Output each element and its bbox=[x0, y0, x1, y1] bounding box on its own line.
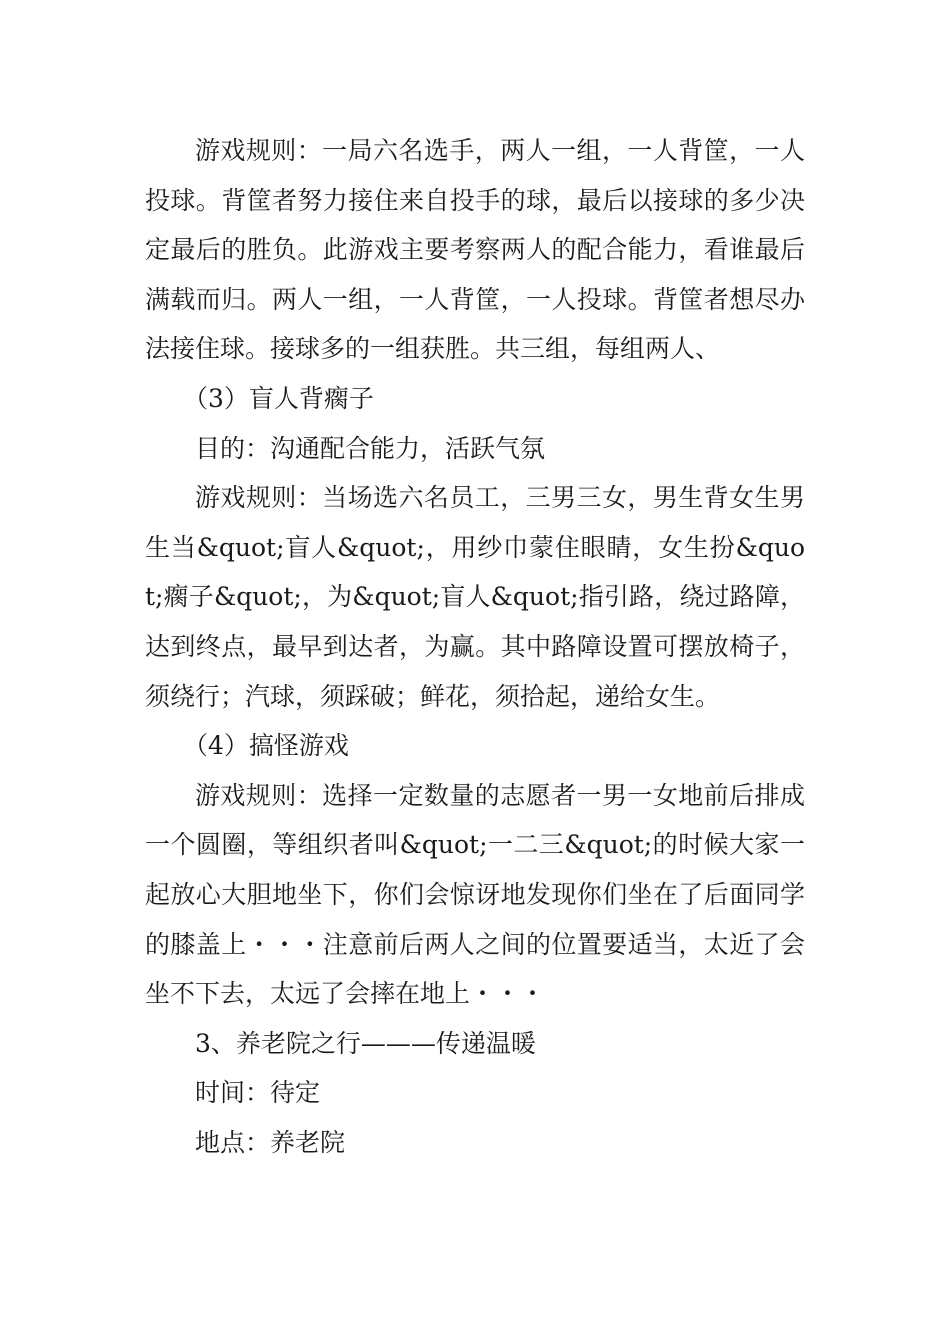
paragraph-funny-game-rules: 游戏规则：选择一定数量的志愿者一男一女地前后排成一个圆圈，等组织者叫&quot;一二三&quot;的时候大家一起放心大胆地坐下，你们会惊讶地发现你们坐在了后面同学的膝盖上・・・注意前后两人之间的位置要适当，太近了会坐不下去，太远了会摔在地上・・・ bbox=[145, 780, 805, 1009]
paragraph-purpose: 目的：沟通配合能力，活跃气氛 bbox=[195, 433, 546, 463]
paragraph-blind-game-rules: 游戏规则：当场选六名员工，三男三女，男生背女生男生当&quot;盲人&quot;，用纱巾蒙住眼睛，女生扮&quot;瘸子&quot;，为&quot;盲人&quot;指引路，绕过路障，达到终点，最早到达者，为赢。其中路障设置可摆放椅子，须绕行；汽球，须踩破；鲜花，须拾起，递给女生。 bbox=[145, 483, 805, 711]
paragraph-basket-game-rules: 游戏规则：一局六名选手，两人一组，一人背筐，一人投球。背筐者努力接住来自投手的球，最后以接球的多少决定最后的胜负。此游戏主要考察两人的配合能力，看谁最后满载而归。两人一组，一人背筐，一人投球。背筐者想尽办法接住球。接球多的一组获胜。共三组，每组两人、 bbox=[145, 136, 805, 364]
document-page bbox=[145, 126, 805, 1167]
heading-funny-game: （4）搞怪游戏 bbox=[183, 731, 349, 761]
heading-nursing-home-visit: 3、养老院之行———传递温暖 bbox=[195, 1028, 536, 1058]
paragraph-location: 地点：养老院 bbox=[195, 1127, 346, 1157]
heading-blind-carry-lame: （3）盲人背瘸子 bbox=[183, 383, 374, 413]
paragraph-time: 时间：待定 bbox=[195, 1078, 321, 1108]
